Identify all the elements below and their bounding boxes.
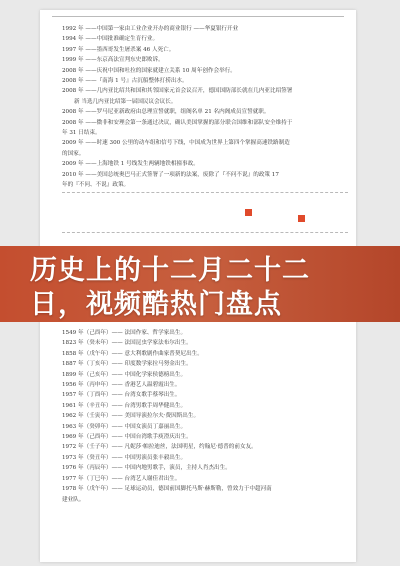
event-line: 2008 年 ——『南海 1 号』古沉船整体打捞出水。	[62, 78, 188, 85]
event-line: 1887 年（丁亥年）—— 印度数学家拉马努金出生。	[62, 361, 192, 368]
event-line: 1969 年（己酉年）—— 中国台湾歌手庾澄庆出生。	[62, 434, 192, 441]
event-line-cont: 新 当选几内亚比绍第一届国民议会议长。	[74, 98, 177, 105]
event-line-cont: 的国家。	[62, 150, 85, 157]
red-marker	[245, 209, 252, 216]
event-line: 1963 年（癸卯年）—— 中国女演员丁嘉丽出生。	[62, 423, 187, 430]
event-line: 1997 年 ——墨西哥发生屠杀案 46 人死亡。	[62, 46, 175, 53]
event-line: 1858 年（戊午年）—— 意大利歌剧作曲家普契尼出生。	[62, 350, 203, 357]
event-line: 1978 年（戊午年）—— 足球运动员，德国前国脚托马斯·赫斯勒，曾效力于中超河南	[62, 486, 272, 493]
dashed-divider	[62, 232, 348, 233]
event-line: 2010 年 ——美国总统奥巴马正式签署了一项新的法案，废除了『不问不说』的政策 17	[62, 171, 279, 178]
red-marker	[298, 215, 305, 222]
event-line: 1999 年 ——东京高法宣判东史郎败诉。	[62, 57, 164, 64]
events-list-top	[62, 24, 352, 191]
event-line: 1972 年（壬子年）—— 凡妮莎·帕拉迪丝，法国明星，约翰尼·德普的前女友。	[62, 444, 257, 451]
banner-title: 历史上的十二月二十二 日，视频酷热门盘点	[30, 255, 310, 320]
event-line: 1994 年 ——中国批准确定生育行业。	[62, 36, 159, 43]
event-line: 1549 年（己酉年）—— 法国作家、哲学家出生。	[62, 330, 187, 336]
event-line: 1977 年（丁巳年）—— 台湾艺人谢佳君出生。	[62, 475, 181, 482]
event-line-cont: 年 31 日结束。	[62, 130, 101, 137]
event-line: 1992 年 ——中国第一家由工业企业开办的商业银行 ——华夏银行开业	[62, 26, 239, 32]
event-line: 1976 年（丙辰年）—— 中国内地男歌手，演员，主持人肖杰出生。	[62, 465, 231, 472]
event-line: 1899 年（己亥年）—— 中国化学家侯德榜出生。	[62, 371, 187, 378]
event-line: 2009 年 ——上海地铁 1 号线发生两辆地铁相撞事故。	[62, 161, 199, 168]
event-line-cont: 年的『不问、不说』政策。	[62, 182, 130, 189]
event-line: 2008 年 ——微非和安理会第一条通过决议，确认美国掌握的部分联合国维和部队安全维持于	[62, 119, 293, 126]
event-line: 1957 年（丁酉年）—— 台湾女歌手蔡琴出生。	[62, 392, 181, 399]
event-line: 2008 年 ——庆祝中国和吐拉的国家就建立关系 10 周年创作会举行。	[62, 67, 236, 74]
top-rule	[52, 16, 344, 17]
event-line-cont: 建业队。	[62, 496, 85, 503]
event-line: 2008 年 ——几内亚比绍共和国和其邻国家元首会议召开，德国国防部长就在几内亚比绍签署	[62, 88, 293, 95]
event-line: 1961 年（辛丑年）—— 台湾男歌手周华健出生。	[62, 402, 187, 409]
events-list-bottom	[62, 328, 352, 505]
event-line: 1823 年（癸未年）—— 法国昆虫学家法布尔出生。	[62, 340, 192, 347]
event-line: 1956 年（丙申年）—— 香港艺人温碧霞出生。	[62, 382, 181, 389]
dashed-divider	[62, 192, 348, 193]
event-line: 1962 年（壬寅年）—— 美国导演拉尔夫·费因斯出生。	[62, 413, 200, 420]
event-line: 2009 年 ——时速 300 公里的动车组和信号下线，中国成为世界上第四个掌握高速铁路制造	[62, 140, 290, 147]
event-line: 2008 年 ——罗马尼亚新政府由总理宣誓就职，组阁名单 21 名内阁成员宣誓就职。	[62, 109, 270, 116]
event-line: 1973 年（癸丑年）—— 中国男演员张丰毅出生。	[62, 454, 187, 461]
